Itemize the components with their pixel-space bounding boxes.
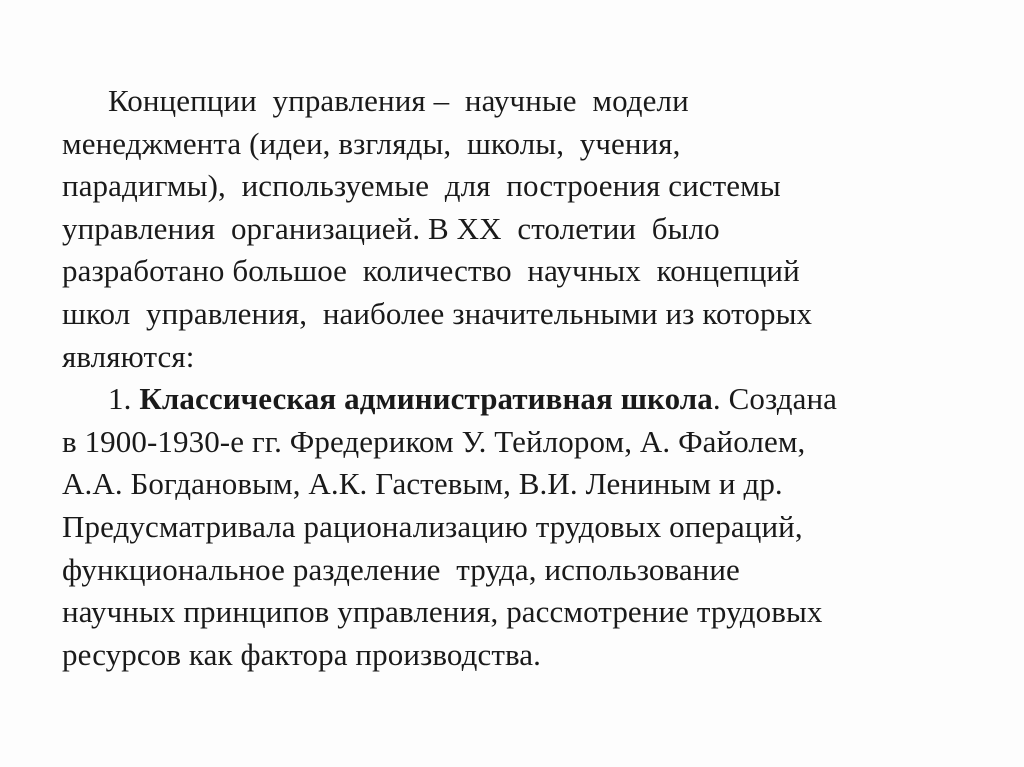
slide-text bbox=[62, 80, 952, 676]
list-number: 1. bbox=[108, 381, 140, 417]
paragraph1-line: школ управления, наиболее значительными из которых bbox=[62, 295, 813, 331]
paragraph2-line: А.А. Богдановым, А.К. Гастевым, В.И. Лениным и др. bbox=[62, 466, 783, 502]
paragraph2-line: в 1900-1930-е гг. Фредериком У. Тейлором, А. Файолем, bbox=[62, 423, 806, 459]
paragraph2-line: научных принципов управления, рассмотрение трудовых bbox=[62, 594, 823, 630]
school-name-tail: . Создана bbox=[712, 381, 838, 417]
paragraph1-line: Концепции управления – научные модели bbox=[108, 83, 689, 118]
paragraph1-line: разработано большое количество научных концепций bbox=[62, 253, 800, 289]
paragraph2-line: ресурсов как фактора производства. bbox=[62, 636, 542, 672]
paragraph2-line: функциональное разделение труда, использование bbox=[62, 551, 740, 587]
paragraph1-line: парадигмы), используемые для построения системы bbox=[62, 168, 781, 204]
paragraph2-line: Предусматривала рационализацию трудовых операций, bbox=[62, 508, 803, 544]
school-name: Классическая административная школа bbox=[139, 381, 713, 417]
paragraph2-first-line bbox=[62, 378, 952, 421]
paragraph1-line: менеджмента (идеи, взгляды, школы, учения, bbox=[62, 125, 681, 161]
paragraph1-line: являются: bbox=[62, 338, 195, 374]
paragraph1-line: управления организацией. В XX столетии было bbox=[62, 210, 720, 246]
